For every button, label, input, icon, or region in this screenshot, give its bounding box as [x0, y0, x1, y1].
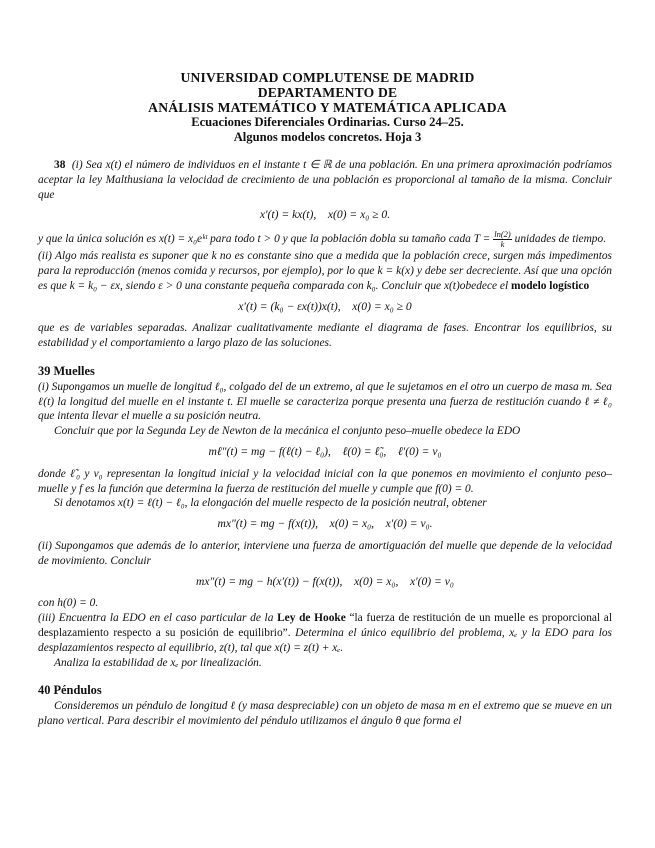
exercise-39-elongation: Si denotamos x(t) = ℓ(t) − ℓ₀, la elongación del muelle respecto de la posición neutral, obtener: [54, 497, 487, 510]
elongation-equation: mx″(t) = mg − f(x(t)), x(0) = x₀, x′(0) = v₀.: [217, 517, 433, 531]
part-iii-task: Determina el único equilibrio del problema, xₑ y la EDO para los desplazamientos respecto al equilibrio, z(t), tal que x(t) = z(t) + xₑ.: [38, 626, 612, 654]
exercise-39-newton: Concluir que por la Segunda Ley de Newton de la mecánica el conjunto peso–muelle obedece la EDO: [54, 425, 521, 438]
department-line-1: DEPARTAMENTO DE: [257, 85, 398, 100]
exercise-39-part-ii: (ii) Supongamos que además de lo anterior, interviene una fuerza de amortiguación del muelle que depende de la velocidad de movimiento. Concluir: [38, 539, 612, 567]
solution-text: y que la única solución es x(t) = x₀eᵏᵗ para todo t > 0 y que la población dobla su tamaño cada T =: [38, 233, 491, 246]
spring-equation: mℓ″(t) = mg − f(ℓ(t) − ℓ₀), ℓ(0) = ℓ̃₀, ℓ′(0) = v₀: [208, 444, 442, 458]
exercise-39-condition: con h(0) = 0.: [38, 597, 99, 610]
part-ii-text: (ii) Algo más realista es suponer que k no es constante sino que a medida que la población crece, surgen más impedimentos para la reproducción (menos comida y recursos, por ejemplo), por lo que k = k(x) y debe ser decreciente. Así que una opción es que k = k₀ − εx, siendo ε > 0 una constante pequeña comparada con k₀. Concluir que x(t)obedece el: [38, 250, 612, 292]
logistic-model-term: modelo logístico: [511, 279, 590, 292]
department-line-2: ANÁLISIS MATEMÁTICO Y MATEMÁTICA APLICADA: [148, 100, 507, 115]
exercise-39-part-iii: [38, 611, 612, 655]
damped-equation: mx″(t) = mg − h(x′(t)) − f(x(t)), x(0) = x₀, x′(0) = v₀: [196, 574, 454, 588]
hooke-law-quote: “la fuerza de restitución de un muelle es proporcional al desplazamiento respecto a su posición de equilibrio”.: [38, 612, 612, 639]
exercise-39-part-i: (i) Supongamos un muelle de longitud ℓ₀, colgado del de un extremo, al que le sujetamos en el otro un cuerpo de masa m. Sea ℓ(t) la longitud del muelle en el instante t. El muelle se caracteriza porque presenta una fuerza de restitución cuando ℓ ≠ ℓ₀ que intenta llevar el muelle a su posición neutra.: [38, 380, 612, 423]
exercise-38-intro: [38, 158, 612, 202]
hooke-law-term: Ley de Hooke: [277, 612, 346, 625]
sheet-title: Algunos modelos concretos. Hoja 3: [233, 130, 422, 144]
doubling-time-fraction: [493, 230, 512, 249]
logistic-equation: x′(t) = (k₀ − εx(t))x(t), x(0) = x₀ ≥ 0: [238, 299, 412, 313]
exercise-38-part-ii: [38, 249, 612, 293]
document-header: [0, 70, 655, 145]
exercise-38-number: 38: [54, 159, 66, 171]
exercise-38-solution: [38, 230, 612, 249]
solution-units: unidades de tiempo.: [514, 233, 607, 246]
exercise-38-analysis: que es de variables separadas. Analizar cualitativamente mediante el diagrama de fases. Encontrar los equilibrios, su estabilidad y el comportamiento a largo plazo de las soluciones.: [38, 322, 612, 350]
course-title: Ecuaciones Diferenciales Ordinarias. Curso 24–25.: [191, 115, 464, 129]
malthus-equation: x′(t) = kx(t), x(0) = x₀ ≥ 0.: [259, 208, 391, 222]
fraction-denominator: k: [500, 239, 505, 250]
exercise-39-stability: Analiza la estabilidad de xₑ por linealización.: [54, 656, 262, 669]
exercise-39-title: 39 Muelles: [38, 363, 95, 378]
part-iii-text: (iii) Encuentra la EDO en el caso particular de la: [38, 612, 274, 625]
university-name: UNIVERSIDAD COMPLUTENSE DE MADRID: [180, 70, 475, 85]
exercise-38-part-i: (i) Sea x(t) el número de individuos en el instante t ∈ ℝ de una población. En una primera aproximación podríamos aceptar la ley Malthusiana la velocidad de crecimiento de una población es proporcional al tamaño de la misma. Concluir que: [38, 159, 612, 201]
document-body: [38, 158, 612, 729]
fraction-numerator: ln(2): [494, 229, 511, 240]
exercise-40-intro: Consideremos un péndulo de longitud ℓ (y masa despreciable) con un objeto de masa m en el extremo que se mueve en un plano vertical. Para describir el movimiento del péndulo utilizamos el ángulo θ que forma el: [38, 700, 612, 727]
exercise-39-definitions: donde ℓ̃₀ y v₀ representan la longitud inicial y la velocidad inicial con la que ponemos en movimiento el conjunto peso–muelle y f es la función que determina la fuerza de restitución del muelle y cumple que f(0) = 0.: [38, 467, 612, 495]
exercise-40-title: 40 Péndulos: [38, 683, 102, 698]
